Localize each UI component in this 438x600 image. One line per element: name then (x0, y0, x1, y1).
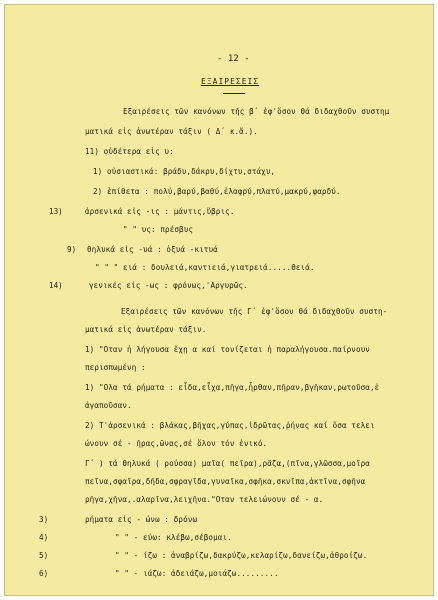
text-line: " " υς: πρέσβυς (123, 225, 194, 234)
text-line: ματικά εἰς ἀνωτέραν τάξιν ( Δ΄ κ.ἄ.). (85, 127, 258, 136)
text-line: " " " ειά : δουλειά,καντιειά,γιατρειά.....θειά. (95, 263, 315, 272)
text-line: " " - ίζω : ἀναβρίζω,δακρύζω,κελαρίζω,δανείζω,ἀθροίζω. (115, 551, 368, 560)
text-line: ἀρσενικά εἰς -ις : μάντις,ὕβρις. (85, 207, 235, 216)
text-line: 2) Τ'ἀρσενικά : βλάκας,βῆχας,γύπας,ἱδρῶτας,ῥήνας καί ὅσα τελει (85, 421, 375, 430)
item-number: 9) (67, 245, 77, 254)
text-line: Γ΄ ) τά θηλυκά ( ρούσσα) μαῖα( πεῖρα),ρᾶζα,(πῖνα,γλῶσσα,μοῖρα (85, 459, 370, 468)
item-number: 3) (39, 515, 49, 524)
text-line: Εξαιρέσεις τῶν κανόνων τῆς Γ΄ ἐφ'ὅσον θά διδαχθοῦν συστη- (121, 307, 388, 316)
text-line: ματικά εἰς ἀνωτέραν τάξιν. (85, 325, 207, 334)
text-line: ρῆγα,χῆνα,.αλαρῖνα,λειχῆνα."Οταν τελειώνουν σέ - α. (85, 495, 324, 504)
text-line: ώνουν σέ - ῆρας,ῶνας,σέ ὅλον τόν ἑνικό. (85, 439, 268, 448)
text-line: 1) "Οταν ἡ λήγουσα ἔχῃ α καί τονίζεται ἡ παραλήγουσα.παίρνουν (85, 345, 370, 354)
text-line: πεῖνα,σφαῖρα,δῆδα,σφραγῖδα,γυναῖκα,σφῆκα,σκνῖπα,ἀκτῖνα,σφῆνα (85, 477, 366, 486)
text-line: 2) ἐπίθετα : πολύ,βαρύ,βαθύ,ἐλαφρύ,πλατύ,μακρύ,φαρδύ. (93, 187, 341, 196)
text-line: " " - ιάζω: ἀδειάζω,μοιάζω......... (115, 569, 279, 578)
text-line: περισπωμένη : (85, 363, 146, 372)
item-number: 6) (39, 569, 49, 578)
item-number: 13) (49, 207, 63, 216)
item-number: 14) (49, 281, 63, 290)
item-number: 4) (39, 533, 49, 542)
item-number: 5) (39, 551, 49, 560)
heading-underline (223, 93, 245, 94)
text-line: γενικές εἰς -ως : φρόνως,'Αργυρῶς. (89, 281, 248, 290)
text-line: 1) οὐσιαστικά: βράδυ,δάκρυ,δίχτυ,στάχυ, (93, 167, 276, 176)
text-line: θηλυκά εἰς -υά : ὀξυά -κιτυά (87, 245, 218, 254)
text-line: 1) "Ολα τά ρήματα : εἶδα,εἶχα,πῆγα,ἦρθαν,πῆραν,βγῆκαν,ρωτοῦσα,ἐ (85, 383, 380, 392)
page-heading: ΕΞΑΙΡΕΣΕΙΣ (201, 77, 260, 86)
text-line: " " - εύω: κλέβω,σέβομαι. (115, 533, 232, 542)
text-line: Εξαιρέσεις τῶν κανόνων τῆς β΄ ἐφ'ὅσον θά διδαχθοῦν συστημ (123, 107, 390, 116)
page-number: - 12 - (217, 54, 250, 64)
text-line: ρήματα εἰς - ώνω : δρόνω (85, 515, 198, 524)
text-line: 11) οὐδέτερα εἰς υ: (85, 147, 174, 156)
text-line: ἀγαποῦσαν. (85, 401, 132, 410)
document-page (4, 4, 434, 596)
